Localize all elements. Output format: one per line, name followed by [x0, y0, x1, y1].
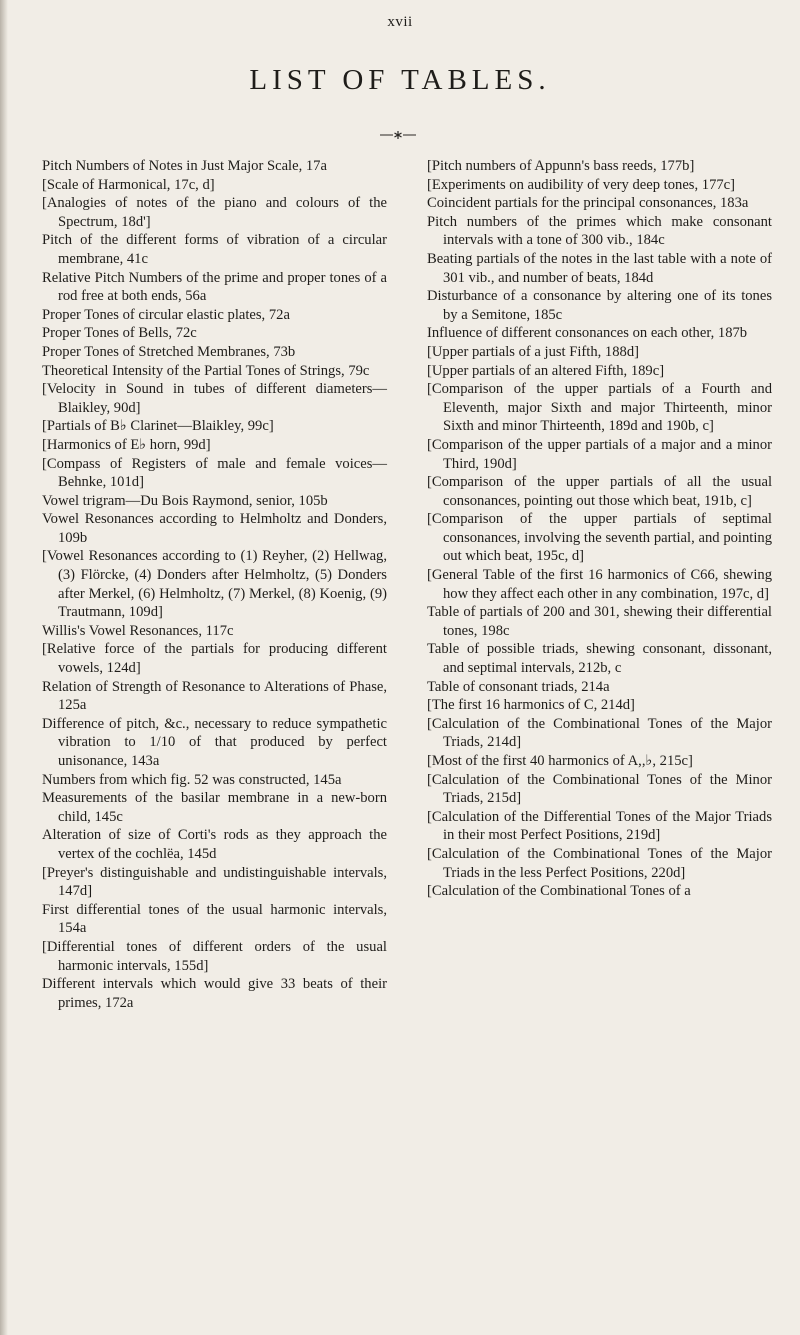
- table-list-entry: Coincident partials for the principal consonances, 183a: [427, 195, 749, 212]
- table-list-entry: [The first 16 harmonics of C, 214d]: [427, 697, 635, 714]
- table-list-entry: Pitch numbers of the primes which make consonant intervals with a tone of 300 vib., 184c: [427, 213, 772, 249]
- table-list-entry: Alteration of size of Corti's rods as they approach the vertex of the cochlëa, 145d: [42, 827, 387, 862]
- table-list-entry: [Analogies of notes of the piano and colours of the Spectrum, 18d']: [42, 195, 387, 230]
- table-list-entry: Disturbance of a consonance by altering one of its tones by a Semitone, 185c: [427, 288, 772, 323]
- page-edge-shadow: [0, 0, 8, 1335]
- left-column: [42, 157, 387, 1012]
- table-list-entry: Numbers from which fig. 52 was constructed, 145a: [42, 771, 342, 788]
- table-list-entry: [Comparison of the upper partials of a major and a minor Third, 190d]: [427, 436, 772, 472]
- table-list-entry: Difference of pitch, &c., necessary to reduce sympathetic vibration to 1/10 of that produced by perfect unisonance, 143a: [42, 715, 387, 769]
- table-list-entry: [Calculation of the Combinational Tones of the Major Triads in the less Perfect Positions, 220d]: [427, 845, 772, 881]
- table-list-entry: [Calculation of the Combinational Tones of the Minor Triads, 215d]: [427, 771, 772, 807]
- table-list-entry: [Differential tones of different orders of the usual harmonic intervals, 155d]: [42, 938, 387, 974]
- table-list-entry: Proper Tones of Stretched Membranes, 73b: [42, 343, 296, 360]
- page-number: xvii: [387, 14, 413, 30]
- table-list-entry: Pitch of the different forms of vibration of a circular membrane, 41c: [42, 232, 387, 267]
- table-list-entry: [Harmonics of E♭ horn, 99d]: [42, 436, 211, 453]
- table-list-entry: [Comparison of the upper partials of septimal consonances, involving the seventh partial, and pointing out which beat, 195c, d]: [427, 511, 772, 565]
- table-list-entry: [General Table of the first 16 harmonics of C66, shewing how they affect each other in any combination, 197c, d]: [427, 567, 772, 602]
- table-list-entry: [Pitch numbers of Appunn's bass reeds, 177b]: [427, 158, 695, 174]
- table-list-entry: [Calculation of the Combinational Tones of the Major Triads, 214d]: [427, 715, 772, 751]
- page-title: LIST OF TABLES.: [249, 64, 551, 96]
- table-list-entry: Influence of different consonances on each other, 187b: [427, 325, 748, 342]
- table-list-entry: Table of possible triads, shewing consonant, dissonant, and septimal intervals, 212b, c: [427, 641, 772, 677]
- table-list-entry: Table of consonant triads, 214a: [427, 678, 610, 695]
- table-list-entry: Proper Tones of circular elastic plates, 72a: [42, 306, 290, 323]
- table-list-entry: Measurements of the basilar membrane in a new-born child, 145c: [42, 790, 387, 825]
- table-list-entry: [Comparison of the upper partials of all the usual consonances, pointing out those which beat, 191b, c]: [427, 474, 772, 509]
- table-list-entry: [Upper partials of a just Fifth, 188d]: [427, 343, 639, 360]
- table-list-entry: [Partials of B♭ Clarinet—Blaikley, 99c]: [42, 418, 274, 435]
- table-list-entry: Willis's Vowel Resonances, 117c: [42, 622, 234, 639]
- table-list-entry: Theoretical Intensity of the Partial Tones of Strings, 79c: [42, 362, 370, 379]
- table-list-entry: Pitch Numbers of Notes in Just Major Scale, 17a: [42, 158, 327, 174]
- table-list-entry: [Most of the first 40 harmonics of A,,♭, 215c]: [427, 753, 693, 769]
- table-list-entry: [Calculation of the Combinational Tones of a: [427, 883, 691, 900]
- table-list-entry: [Experiments on audibility of very deep tones, 177c]: [427, 176, 736, 193]
- table-list-entry: Relative Pitch Numbers of the prime and proper tones of a rod free at both ends, 56a: [42, 269, 387, 305]
- table-list-entry: Vowel Resonances according to Helmholtz and Donders, 109b: [42, 511, 387, 546]
- table-list-entry: Table of partials of 200 and 301, shewing their differential tones, 198c: [427, 604, 772, 639]
- ornament-divider: [380, 130, 416, 140]
- table-list-entry: [Velocity in Sound in tubes of different diameters—Blaikley, 90d]: [42, 381, 387, 416]
- table-list-entry: [Compass of Registers of male and female voices—Behnke, 101d]: [42, 455, 387, 491]
- table-list-entry: [Vowel Resonances according to (1) Reyher, (2) Hellwag, (3) Flörcke, (4) Donders after Helmholtz, (5) Donders after Merkel, (6) Helmholtz, (7) Merkel, (8) Koenig, (9) Trautmann, 109d]: [42, 548, 387, 621]
- table-list-entry: [Preyer's distinguishable and undistinguishable intervals, 147d]: [42, 864, 387, 900]
- table-list-entry: [Comparison of the upper partials of a Fourth and Eleventh, major Sixth and major Thirteenth, minor Sixth and minor Thirteenth, 189d and 190b, c]: [427, 381, 772, 435]
- right-column: [427, 157, 772, 901]
- table-list-entry: [Upper partials of an altered Fifth, 189c]: [427, 362, 665, 379]
- table-list-entry: Proper Tones of Bells, 72c: [42, 325, 197, 342]
- table-list-entry: First differential tones of the usual harmonic intervals, 154a: [42, 901, 387, 937]
- table-list-entry: [Calculation of the Differential Tones of the Major Triads in their most Perfect Positions, 219d]: [427, 808, 772, 844]
- table-list-entry: [Scale of Harmonical, 17c, d]: [42, 176, 215, 193]
- table-list-entry: Beating partials of the notes in the last table with a note of 301 vib., and number of beats, 184d: [427, 250, 772, 286]
- table-list-entry: Relation of Strength of Resonance to Alterations of Phase, 125a: [42, 678, 387, 714]
- table-list-entry: Different intervals which would give 33 beats of their primes, 172a: [42, 976, 387, 1011]
- table-list-entry: Vowel trigram—Du Bois Raymond, senior, 105b: [42, 492, 328, 509]
- table-list-entry: [Relative force of the partials for producing different vowels, 124d]: [42, 641, 387, 677]
